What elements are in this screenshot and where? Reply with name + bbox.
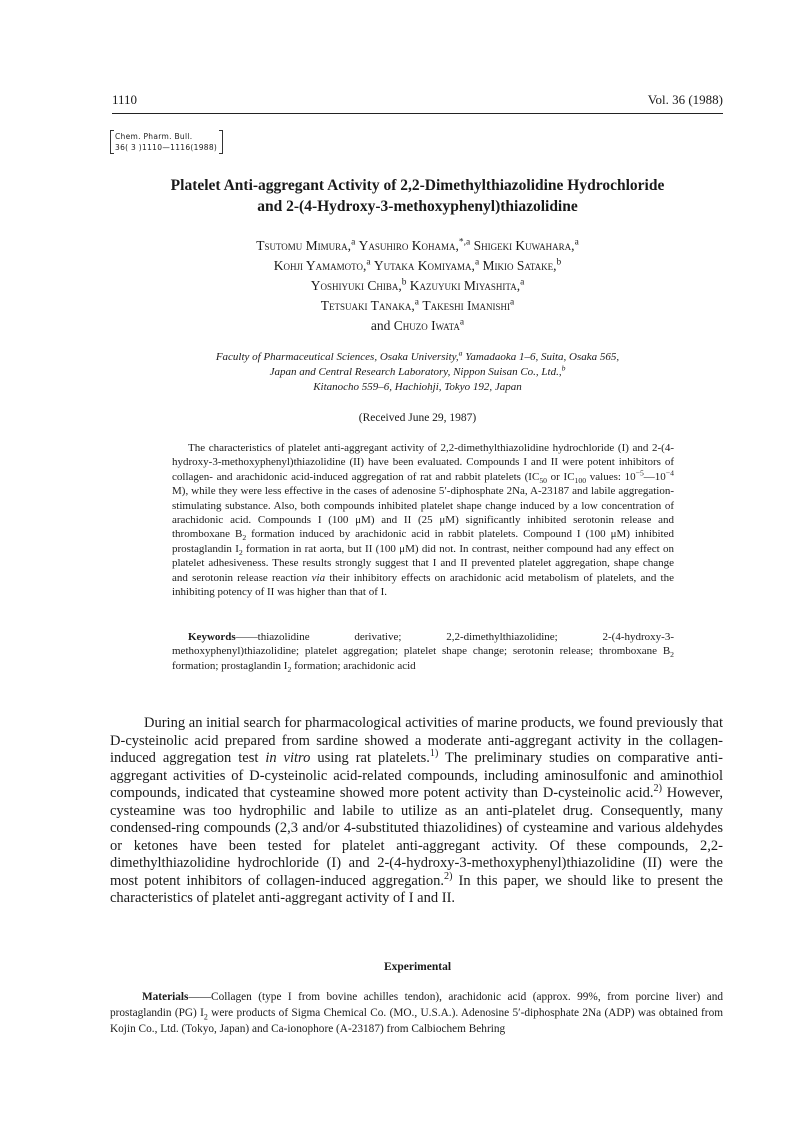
author-line-3 [112, 276, 723, 296]
article-title [112, 175, 723, 217]
author-line-1 [112, 236, 723, 256]
affiliation-line-3: Kitanocho 559–6, Hachiohji, Tokyo 192, Japan [313, 381, 522, 393]
author: Shigeki Kuwahara, [473, 238, 575, 253]
author-sup: *,a [458, 237, 471, 248]
author-sup: a [366, 257, 371, 268]
author: Mikio Satake, [482, 258, 557, 273]
author: Yutaka Komiyama, [373, 258, 475, 273]
bracket-right [219, 130, 223, 154]
bracket-left [110, 130, 114, 154]
author-sup: a [414, 297, 419, 308]
affiliation [112, 350, 723, 395]
affiliation-sup: b [561, 363, 566, 373]
author: Tetsuaki Tanaka, [320, 298, 415, 313]
reference-marker: 2) [653, 783, 662, 795]
materials-paragraph: Materials——Collagen (type I from bovine achilles tendon), arachidonic acid (approx. 99%, from porcine liver) and prostaglandin (PG) $I_2$ were products of Sigma Chemical Co. (MO., U.S.A.). Adenosine 5′-diphosphate 2Na (ADP) was obtained from Kojin Co., Ltd. (Tokyo, Japan) and Ca-ionophore (A-23187) from Calbiochem Behring [110, 991, 724, 1035]
title-line-2: and 2-(4-Hydroxy-3-methoxyphenyl)thiazolidine [257, 198, 578, 215]
volume-label: Vol. 36 (1988) [647, 92, 723, 107]
author: Kazuyuki Miyashita, [409, 278, 521, 293]
materials-label: Materials [142, 991, 189, 1003]
author-sup: b [556, 257, 562, 268]
author-sup: a [510, 297, 515, 308]
title-line-1: Platelet Anti-aggregant Activity of 2,2-Dimethylthiazolidine Hydrochloride [170, 177, 665, 194]
author-sup: b [401, 277, 407, 288]
author-line-5 [112, 316, 723, 336]
abstract: The characteristics of platelet anti-aggregant activity of 2,2-dimethylthiazolidine hydrochloride (I) and 2-(4-hydroxy-3-methoxyphenyl)thiazolidine (II) have been evaluated. Compounds I and II were potent inhibitors of collagen- and arachidonic acid-induced aggregation of rat and rabbit platelets ($IC_{50}$ or $IC_{100}$ values: $10^{-5}—10^{-4}$ M), while they were less effective in the cases of adenosine 5′-diphosphate 2Na, A-23187 and labile aggregation-stimulating substance. Also, both compounds inhibited platelet shape change induced by a low concentration of arachidonic acid. Compounds I (100 μM) and II (25 μM) significantly inhibited serotonin release and thromboxane $B_2$ formation induced by arachidonic acid in rabbit platelets. Compound I (100 μM) inhibited prostaglandin $I_2$ formation in rat aorta, but II (100 μM) did not. In contrast, neither compound had any effect on platelet adhesiveness. These results strongly suggest that I and II prevented platelet aggregation, shape change and serotonin release reaction via their inhibitory effects on arachidonic acid metabolism of platelets, and the inhibiting potency of II was higher than that of I. [172, 442, 674, 599]
affiliation-line-2: Japan and Central Research Laboratory, Nippon Suisan Co., Ltd., [269, 366, 562, 378]
author-list [112, 236, 723, 336]
author-sup: a [520, 277, 525, 288]
author: Chuzo Iwata [393, 318, 460, 333]
reference-marker: 2) [444, 870, 453, 882]
reference-marker: 1) [429, 748, 439, 760]
author: Yoshiyuki Chiba, [310, 278, 402, 293]
author: Yasuhiro Kohama, [358, 238, 459, 253]
author-and: and [370, 318, 391, 333]
citation-box [110, 130, 223, 154]
author: Kohji Yamamoto, [273, 258, 367, 273]
author-sup: a [351, 237, 356, 248]
author-line-2 [112, 256, 723, 276]
author-sup: a [459, 317, 465, 328]
author: Tsutomu Mimura, [256, 238, 352, 253]
keywords: Keywords——thiazolidine derivative; 2,2-dimethylthiazolidine; 2-(4-hydroxy-3-methoxyphenyl)thiazolidine; platelet aggregation; platelet shape change; serotonin release; thromboxane $B_2$ formation; prostaglandin $I_2$ formation; arachidonic acid [172, 631, 674, 674]
citation-journal: Chem. Pharm. Bull. [115, 132, 193, 141]
affiliation-line-1-rest: Yamadaoka 1–6, Suita, Osaka 565, [462, 351, 620, 363]
introduction-paragraph: During an initial search for pharmacological activities of marine products, we found previously that D-cysteinolic acid prepared from sardine showed a moderate anti-aggregant activity in the collagen-induced aggregation test in vitro using rat platelets.$^{1)}$ The preliminary studies on comparative anti-aggregant activities of D-cysteinolic acid-related compounds, including aminosulfonic and aminothiol compounds, indicated that cysteamine showed more potent activity than D-cysteinolic acid.$^{2)}$ However, cysteamine was too hydrophilic and labile to utilize as an anti-platelet drug. Consequently, many condensed-ring compounds (2,3 and/or 4-substituted thiazolidines) of cysteamine and various aldehydes or ketones have been tested for platelet anti-aggregant activity. Of these compounds, 2,2-dimethylthiazolidine hydrochloride (I) and 2-(4-hydroxy-3-methoxyphenyl)thiazolidine (II) were the most potent inhibitors of collagen-induced aggregation.$^{2)}$ In this paper, we should like to present the characteristics of platelet anti-aggregant activity of I and II. [110, 715, 723, 906]
keywords-label: Keywords [188, 631, 236, 643]
author-sup: a [474, 257, 480, 268]
affiliation-line-1: Faculty of Pharmaceutical Sciences, Osaka University, [215, 351, 459, 363]
section-heading-experimental: Experimental [383, 961, 452, 973]
author-sup: a [574, 237, 579, 248]
citation-volume: 36( 3 )1110—1116(1988) [115, 143, 218, 152]
author-line-4 [112, 296, 723, 316]
affiliation-sup: a [458, 348, 463, 358]
header-rule [112, 113, 723, 114]
page-number: 1110 [112, 92, 138, 107]
received-date: (Received June 29, 1987) [358, 412, 477, 424]
author: Takeshi Imanishi [422, 298, 510, 313]
